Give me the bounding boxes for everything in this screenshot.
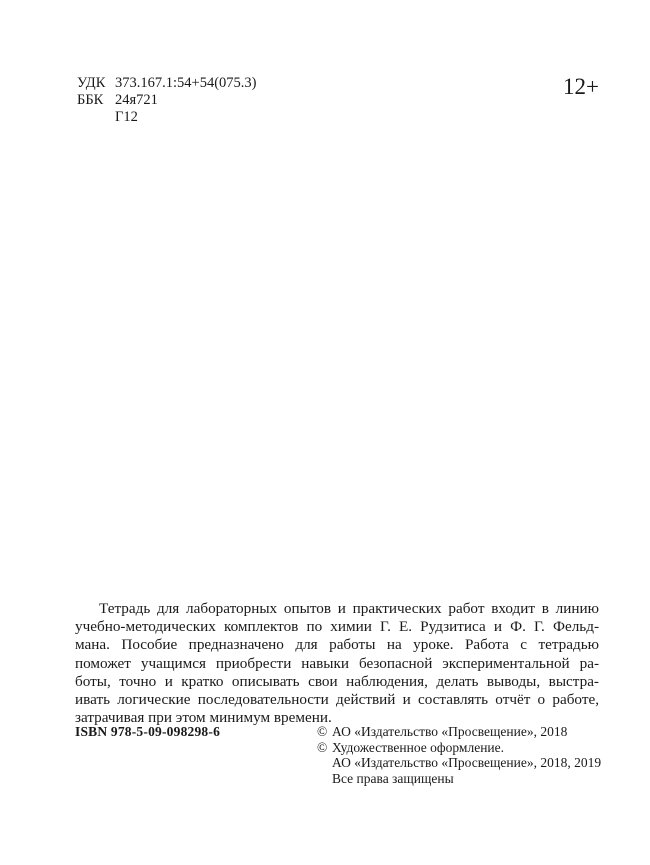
copyright-line: [317, 740, 601, 756]
copyright-line: [317, 755, 601, 771]
copyright-icon: ©: [317, 724, 328, 739]
classification-block: [77, 75, 257, 126]
copyright-block: [317, 724, 601, 786]
annotation-paragraph: [75, 600, 599, 727]
copyright-indent: [317, 771, 332, 787]
copyright-text: АО «Издательство «Просвещение», 2018: [332, 724, 568, 739]
copyright-icon: ©: [317, 739, 328, 755]
annotation-line: мана. Пособие предназначено для работы на уроке. Работа с тетрадью: [75, 636, 599, 654]
annotation-line: затрачивая при этом минимум времени.: [75, 709, 332, 727]
copyright-text: Художественное оформление.: [332, 739, 505, 755]
annotation-line: Тетрадь для лабораторных опытов и практических работ входит в линию: [99, 600, 599, 617]
isbn: ISBN 978-5-09-098298-6: [75, 724, 221, 739]
copyright-text: АО «Издательство «Просвещение», 2018, 2019: [332, 755, 602, 770]
author-mark-spacer: [77, 109, 115, 126]
udk-value: 373.167.1:54+54(075.3): [115, 75, 257, 91]
udk-label: УДК: [77, 75, 106, 91]
copyright-line: [317, 724, 601, 740]
author-mark-row: [77, 109, 257, 126]
annotation-line: учебно-методических комплектов по химии Г. Е. Рудзитиса и Ф. Г. Фельд-: [75, 618, 599, 636]
bbk-label: ББК: [77, 92, 104, 108]
copyright-indent: [317, 755, 332, 771]
bbk-row: [77, 92, 257, 109]
annotation-line: ивать логические последовательности действий и составлять отчёт о работе,: [75, 691, 599, 709]
rights-reserved: Все права защищены: [332, 770, 454, 786]
author-mark: Г12: [115, 109, 138, 125]
age-rating: 12+: [563, 74, 599, 99]
copyright-line: [317, 771, 601, 787]
annotation-line: боты, точно и кратко описывать свои наблюдения, делать выводы, выстра-: [75, 672, 599, 690]
annotation-line: поможет учащимся приобрести навыки безопасной экспериментальной ра-: [75, 654, 599, 672]
bbk-value: 24я721: [115, 92, 158, 108]
udk-row: [77, 75, 257, 92]
